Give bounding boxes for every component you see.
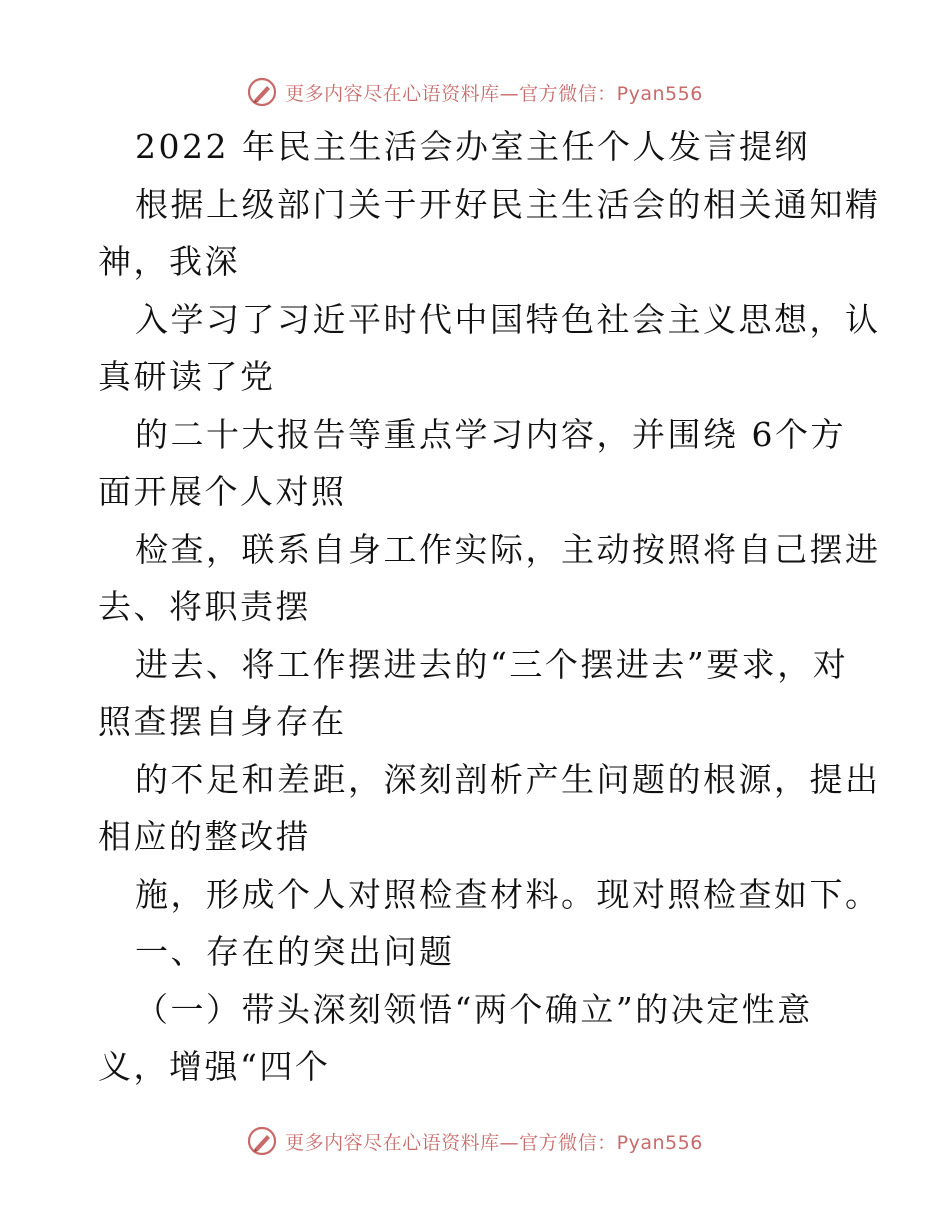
text-line: 相应的整改措 xyxy=(98,817,311,856)
pen-logo-icon xyxy=(247,1126,277,1156)
text-line: 照查摆自身存在 xyxy=(98,702,347,741)
text-line: 的二十大报告等重点学习内容，并围绕 6个方 xyxy=(135,414,846,454)
watermark-header xyxy=(0,72,950,112)
watermark-text: 更多内容尽在心语资料库—官方微信：Pyan556 xyxy=(285,1131,703,1154)
document-body xyxy=(98,118,881,1096)
text-line: （一）带头深刻领悟“两个确立”的决定性意 xyxy=(135,989,813,1029)
text-line: 检查，联系自身工作实际，主动按照将自己摆进 xyxy=(135,529,881,569)
text-line: 进去、将工作摆进去的“三个摆进去”要求，对 xyxy=(135,644,849,684)
text-line: 2022 年民主生活会办室主任个人发言提纲 xyxy=(135,127,810,166)
text-line: 面开展个人对照 xyxy=(98,472,347,511)
text-line: 入学习了习近平时代中国特色社会主义思想，认 xyxy=(135,299,881,339)
text-line: 根据上级部门关于开好民主生活会的相关通知精 xyxy=(135,184,881,224)
text-line: 去、将职责摆 xyxy=(98,587,311,626)
text-line: 的不足和差距，深刻剖析产生问题的根源，提出 xyxy=(135,759,881,799)
text-line: 神，我深 xyxy=(98,242,240,281)
text-line: 一、存在的突出问题 xyxy=(135,932,455,971)
watermark-footer xyxy=(0,1121,950,1161)
text-line: 义，增强“四个 xyxy=(98,1047,331,1086)
text-line: 真研读了党 xyxy=(98,357,276,396)
text-line: 施，形成个人对照检查材料。现对照检查如下。 xyxy=(135,874,881,914)
pen-logo-icon xyxy=(247,77,277,107)
watermark-text: 更多内容尽在心语资料库—官方微信：Pyan556 xyxy=(285,82,703,105)
